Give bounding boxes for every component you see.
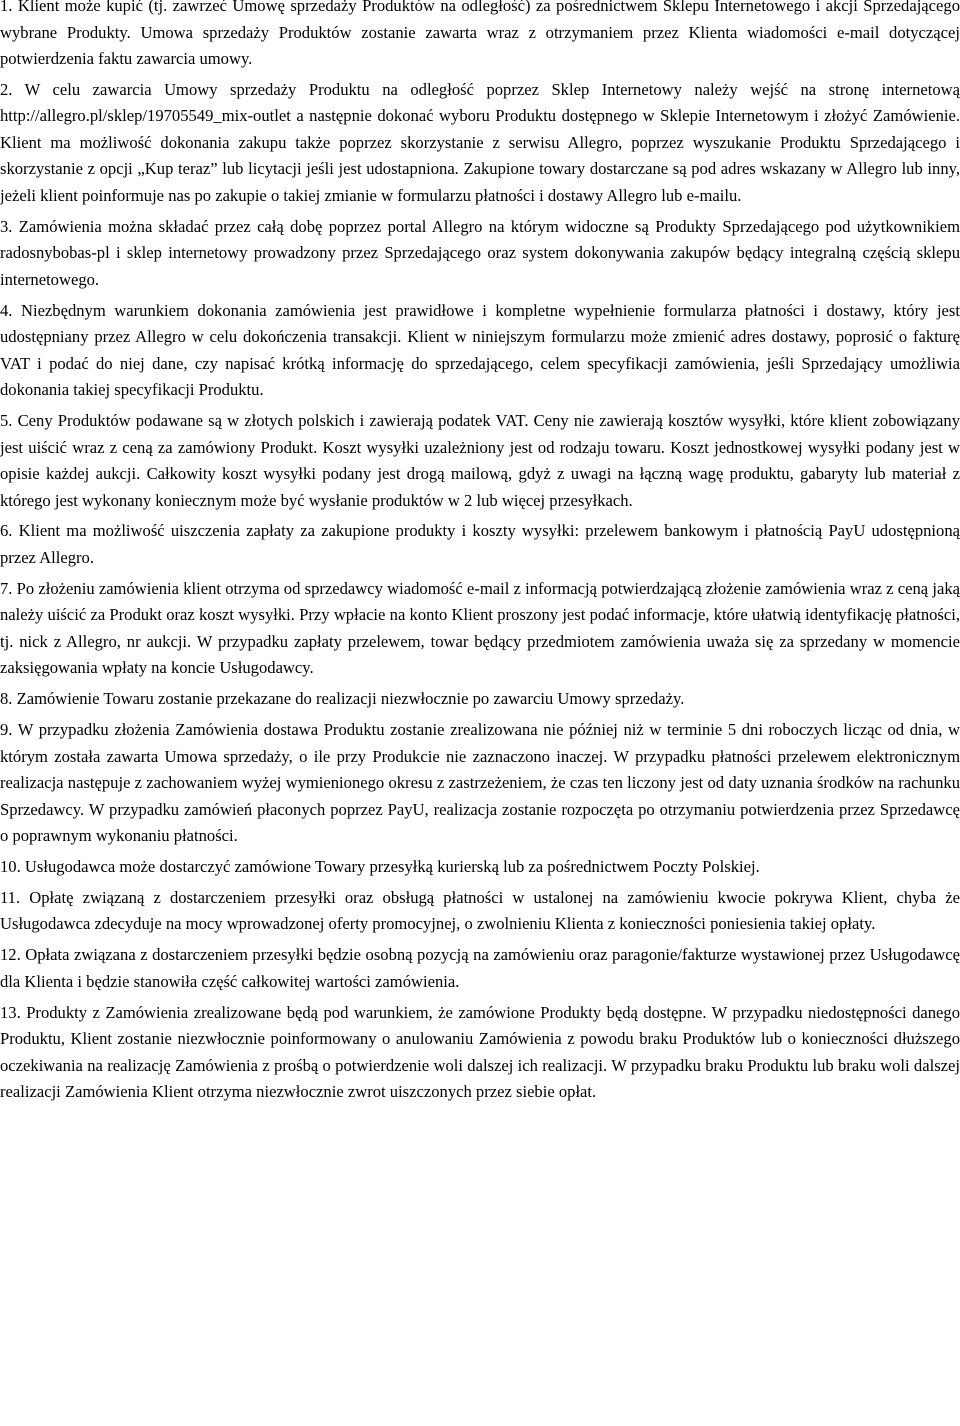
paragraph-3: 3. Zamówienia można składać przez całą dobę poprzez portal Allegro na którym widoczne są Produkty Sprzedającego pod użytkownikiem radosnybobas-pl i sklep internetowy prowadzony przez Sprzedającego oraz system dokonywania zakupów będący integralną częścią sklepu internetowego. [0,216,960,289]
paragraph-4: 4. Niezbędnym warunkiem dokonania zamówienia jest prawidłowe i kompletne wypełnienie formularza płatności i dostawy, który jest udostępniany przez Allegro w celu dokończenia transakcji. Klient w niniejszym formularzu może zmienić adres dostawy, poprosić o fakturę VAT i podać do niej dane, czy napisać krótką informację do sprzedającego, celem specyfikacji zamówienia, jeśli Sprzedający umożliwia dokonania takiej specyfikacji Produktu. [0,300,960,400]
paragraph-10: 10. Usługodawca może dostarczyć zamówione Towary przesyłką kurierską lub za pośrednictwem Poczty Polskiej. [0,857,760,877]
paragraph-8: 8. Zamówienie Towaru zostanie przekazane do realizacji niezwłocznie po zawarciu Umowy sprzedaży. [0,689,685,709]
paragraph-5: 5. Ceny Produktów podawane są w złotych polskich i zawierają podatek VAT. Ceny nie zawierają kosztów wysyłki, które klient zobowiązany jest uiścić wraz z ceną za zamówiony Produkt. Koszt wysyłki uzależniony jest od rodzaju towaru. Koszt jednostkowej wysyłki podany jest w opisie każdej aukcji. Całkowity koszt wysyłki podany jest drogą mailową, gdyż z uwagi na łączną wagę produktu, gabaryty lub materiał z którego jest wykonany koniecznym może być wysłanie produktów w 2 lub więcej przesyłkach. [0,411,960,510]
paragraph-2: 2. W celu zawarcia Umowy sprzedaży Produktu na odległość poprzez Sklep Internetowy należy wejść na stronę internetową http://allegro.pl/sklep/19705549_mix-outlet a następnie dokonać wyboru Produktu dostępnego w Sklepie Internetowym i złożyć Zamówienie. Klient ma możliwość dokonania zakupu także poprzez skorzystanie z serwisu Allegro, poprzez wyszukanie Produktu Sprzedającego i skorzystanie z opcji „Kup teraz” lub licytacji jeśli jest udostapniona. Zakupione towary dostarczane są pod adres wskazany w Allegro lub inny, jeżeli klient poinformuje nas po zakupie o takiej zmianie w formularzu płatności i dostawy Allegro lub e-mailu. [0,79,960,205]
paragraph-7: 7. Po złożeniu zamówienia klient otrzyma od sprzedawcy wiadomość e-mail z informacją potwierdzającą złożenie zamówienia wraz z ceną jaką należy uiścić za Produkt oraz koszt wysyłki. Przy wpłacie na konto Klient proszony jest podać informacje, które ułatwią identyfikację płatności, tj. nick z Allegro, nr aukcji. W przypadku zapłaty przelewem, towar będący przedmiotem zamówienia uważa się za sprzedany w momencie zaksięgowania wpłaty na koncie Usługodawcy. [0,578,960,678]
paragraph-13: 13. Produkty z Zamówienia zrealizowane będą pod warunkiem, że zamówione Produkty będą dostępne. W przypadku niedostępności danego Produktu, Klient zostanie niezwłocznie poinformowany o anulowaniu Zamówienia z powodu braku Produktów lub o konieczności dłuższego oczekiwania na realizację Zamówienia z prośbą o potwierdzenie woli dalszej ich realizacji. W przypadku braku Produktu lub braku woli dalszej realizacji Zamówienia Klient otrzyma niezwłocznie zwrot uiszczonych przez siebie opłat. [0,1002,960,1102]
paragraph-1: 1. Klient może kupić (tj. zawrzeć Umowę sprzedaży Produktów na odległość) za pośrednictwem Sklepu Internetowego i akcji Sprzedającego wybrane Produkty. Umowa sprzedaży Produktów zostanie zawarta wraz z otrzymaniem przez Klienta wiadomości e-mail dotyczącej potwierdzenia faktu zawarcia umowy. [0,0,960,68]
paragraph-12: 12. Opłata związana z dostarczeniem przesyłki będzie osobną pozycją na zamówieniu oraz paragonie/fakturze wystawionej przez Usługodawcę dla Klienta i będzie stanowiła część całkowitej wartości zamówienia. [0,945,960,991]
paragraph-11: 11. Opłatę związaną z dostarczeniem przesyłki oraz obsługą płatności w ustalonej na zamówieniu kwocie pokrywa Klient, chyba że Usługodawca zdecyduje na mocy wprowadzonej oferty promocyjnej, o zwolnieniu Klienta z konieczności poniesienia takiej opłaty. [0,887,960,934]
paragraph-9: 9. W przypadku złożenia Zamówienia dostawa Produktu zostanie zrealizowana nie później niż w terminie 5 dni roboczych licząc od dnia, w którym została zawarta Umowa sprzedaży, o ile przy Produkcie nie zaznaczono inaczej. W przypadku płatności przelewem elektronicznym realizacja następuje z zachowaniem wyżej wymienionego okresu z zastrzeżeniem, że czas ten liczony jest od daty uznania środków na rachunku Sprzedawcy. W przypadku zamówień płaconych poprzez PayU, realizacja zostanie rozpoczęta po otrzymaniu potwierdzenia przez Sprzedawcę o poprawnym wykonaniu płatności. [0,720,960,846]
paragraph-6: 6. Klient ma możliwość uiszczenia zapłaty za zakupione produkty i koszty wysyłki: przelewem bankowym i płatnością PayU udostępnioną przez Allegro. [0,521,960,567]
